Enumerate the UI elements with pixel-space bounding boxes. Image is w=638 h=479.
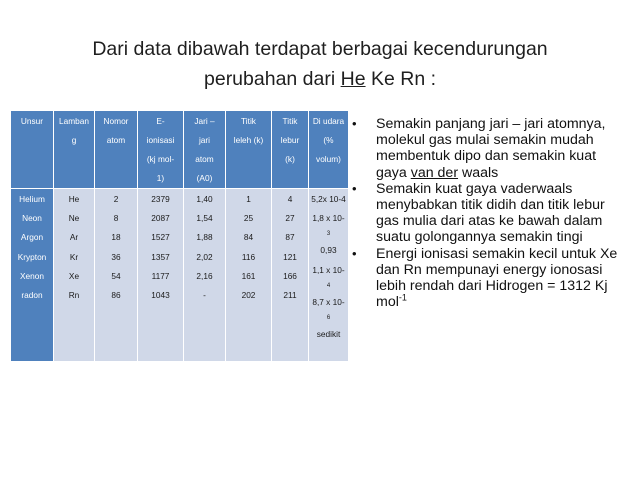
- col-titik-lebur: 4 27 87 121 166 211: [272, 189, 309, 362]
- col-nomor-atom: 2 8 18 36 54 86: [95, 189, 138, 362]
- header-titik-leleh: Titik leleh (k): [226, 111, 272, 189]
- title-line-2: [30, 64, 610, 94]
- header-e-ionisasi: E- ionisasi (kj mol- 1): [138, 111, 184, 189]
- title-line-2-prefix: perubahan dari: [204, 68, 341, 90]
- title-he-underlined: He: [340, 68, 366, 90]
- col-jari-jari: 1,40 1,54 1,88 2,02 2,16 -: [184, 189, 226, 362]
- col-di-udara: 5,2x 10-4 1,8 x 10- 3 0,93 1,1 x 10- 4 8,7 x 10- 6 sedikit: [309, 189, 349, 362]
- header-nomor-atom: Nomor atom: [95, 111, 138, 189]
- bullet-item: [350, 116, 630, 181]
- bullet-dot-icon: •: [352, 180, 357, 196]
- col-lambang: He Ne Ar Kr Xe Rn: [54, 189, 95, 362]
- header-jari-jari-atom: Jari – jari atom (A0): [184, 111, 226, 189]
- col-unsur: Helium Neon Argon Krypton Xenon radon: [11, 189, 54, 362]
- table-data-row: [11, 189, 349, 362]
- bullet-3-superscript: -1: [398, 292, 407, 303]
- bullet-item: [350, 246, 630, 311]
- bullet-1-underlined: van der: [410, 164, 459, 181]
- col-e-ionisasi: 2379 2087 1527 1357 1177 1043: [138, 189, 184, 362]
- slide-title: [30, 34, 610, 94]
- header-unsur: Unsur: [11, 111, 54, 189]
- bullet-item: [350, 181, 630, 246]
- bullet-dot-icon: •: [352, 245, 357, 261]
- header-lambang: Lamban g: [54, 111, 95, 189]
- noble-gas-table: [10, 110, 348, 362]
- bullet-1-text: Semakin panjang jari – jari atomnya, molekul gas mulai semakin mudah membentuk dipo dan semakin kuat gaya: [376, 116, 606, 181]
- header-di-udara: Di udara (% volum): [309, 111, 349, 189]
- table-header-row: [11, 111, 349, 189]
- title-line-2-suffix: Ke Rn :: [365, 68, 436, 90]
- bullet-2-text: Semakin kuat gaya vaderwaals menybabkan titik didih dan titik lebur gas mulia dari atas ke bawah dalam suatu golongannya semakin tingi: [376, 180, 605, 246]
- bullet-3-text: Energi ionisasi semakin kecil untuk Xe dan Rn mempunayi energy ionosasi lebih rendah dari Hidrogen = 1312 Kj mol: [376, 245, 618, 311]
- title-line-1: Dari data dibawah terdapat berbagai kecendurungan: [92, 38, 548, 60]
- header-titik-lebur: Titik lebur (k): [272, 111, 309, 189]
- bullet-dot-icon: •: [352, 116, 357, 131]
- bullet-1-tail: waals: [458, 164, 499, 181]
- col-titik-leleh: 1 25 84 116 161 202: [226, 189, 272, 362]
- bullet-list: [350, 116, 630, 310]
